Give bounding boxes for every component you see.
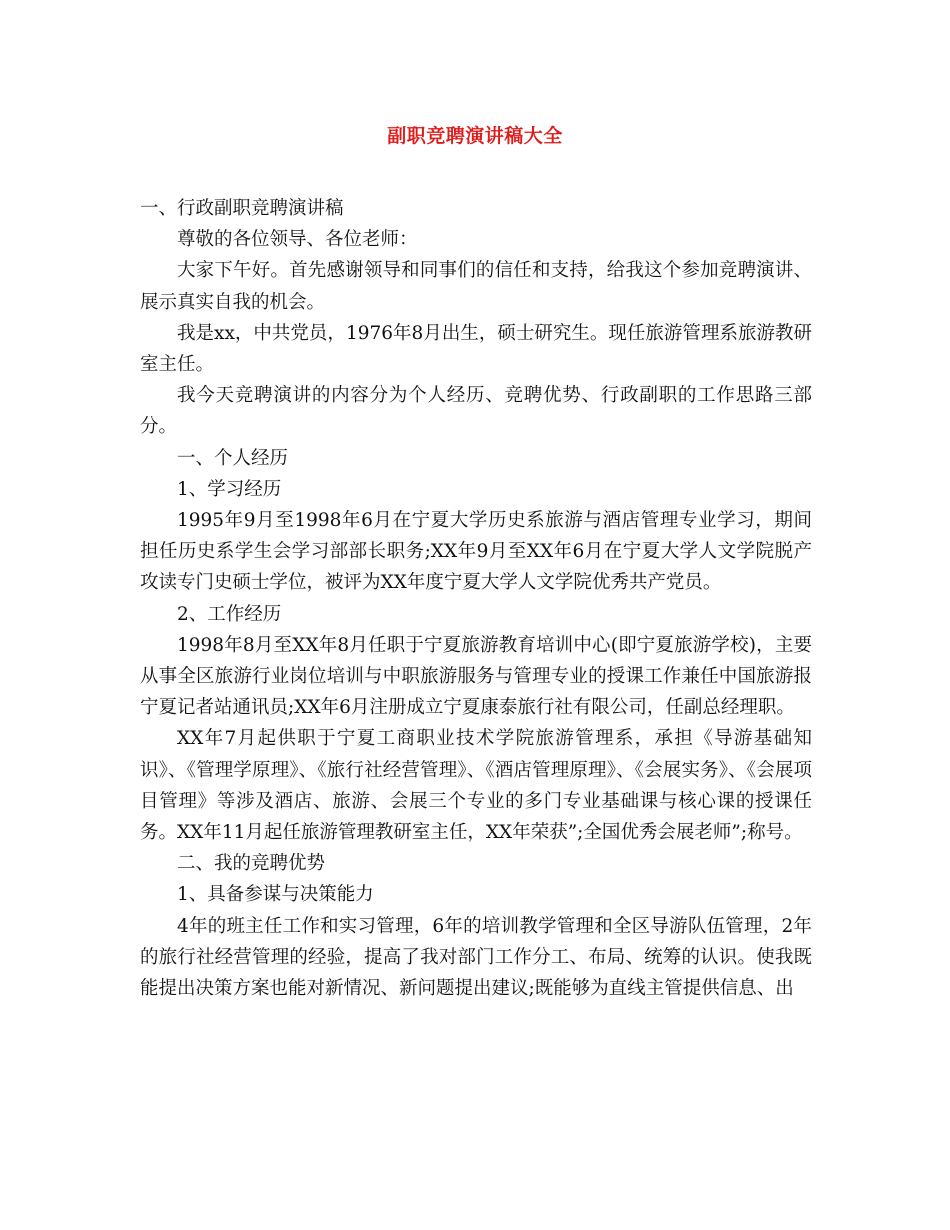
document-title: 副职竞聘演讲稿大全	[387, 125, 563, 147]
paragraph: XX年7月起供职于宁夏工商职业技术学院旅游管理系，承担《导游基础知识》、《管理学原理》、《旅行社经营管理》、《酒店管理原理》、《会展实务》、《会展项目管理》等涉及酒店、旅游、会展三个专业的多门专业基础课与核心课的授课任务。XX年11月起任旅游管理教研室主任，XX年荣获”;全国优秀会展老师”;称号。	[140, 728, 812, 844]
document-body	[140, 193, 812, 1004]
paragraph: 大家下午好。首先感谢领导和同事们的信任和支持，给我这个参加竞聘演讲、展示真实自我的机会。	[140, 260, 812, 313]
subsection-heading: 1、学习经历	[177, 478, 282, 500]
paragraph: 1998年8月至XX年8月任职于宁夏旅游教育培训中心(即宁夏旅游学校)，主要从事全区旅游行业岗位培训与中职旅游服务与管理专业的授课工作兼任中国旅游报宁夏记者站通讯员;XX年6月注册成立宁夏康泰旅行社有限公司，任副总经理职。	[140, 634, 812, 719]
subsection-heading: 2、工作经历	[177, 603, 282, 625]
subsection-heading: 一、个人经历	[177, 447, 289, 469]
paragraph: 4年的班主任工作和实习管理，6年的培训教学管理和全区导游队伍管理，2年的旅行社经营管理的经验，提高了我对部门工作分工、布局、统筹的认识。使我既能提出决策方案也能对新情况、新问题提出建议;既能够为直线主管提供信息、出	[140, 915, 812, 1000]
paragraph: 我是xx，中共党员，1976年8月出生，硕士研究生。现任旅游管理系旅游教研室主任。	[140, 322, 812, 376]
paragraph: 我今天竞聘演讲的内容分为个人经历、竞聘优势、行政副职的工作思路三部分。	[140, 385, 812, 438]
salutation: 尊敬的各位领导、各位老师：	[177, 229, 418, 251]
subsection-heading: 1、具备参谋与决策能力	[177, 884, 374, 906]
paragraph: 1995年9月至1998年6月在宁夏大学历史系旅游与酒店管理专业学习，期间担任历史系学生会学习部部长职务;XX年9月至XX年6月在宁夏大学人文学院脱产攻读专门史硕士学位，被评为XX年度宁夏大学人文学院优秀共产党员。	[140, 510, 812, 594]
section-heading: 一、行政副职竞聘演讲稿	[140, 198, 344, 219]
subsection-heading: 二、我的竞聘优势	[177, 853, 326, 875]
